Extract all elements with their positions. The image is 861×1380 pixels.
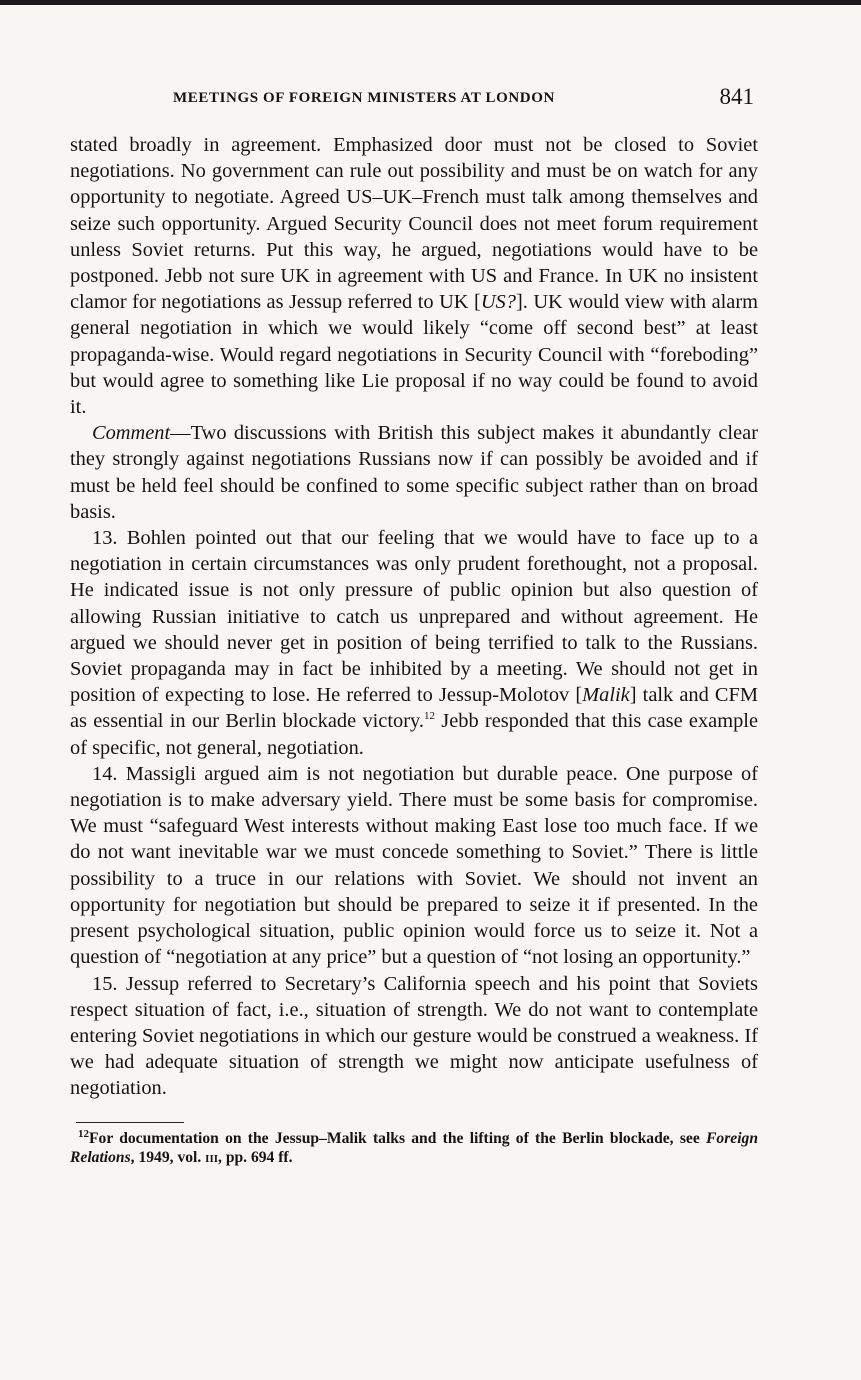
text-run: 13. Bohlen pointed out that our feeling that we would have to face up to a negotiation in certain circumstances was only prudent forethought, not a proposal. He indicated issue is not only pressure of public opinion but also question of allowing Russian initiative to catch us unprepared and without agreement. He argued we should never get in position of being terrified to talk to the Russians. Soviet propaganda may in fact be inhibited by a meeting. We should not get in position of expecting to lose. He referred to Jessup-Molotov [ xyxy=(70,527,758,707)
text-run: , pp. 694 ff. xyxy=(218,1148,293,1166)
text-run: Jebb responded that this case example of specific, not general, negotiation. xyxy=(70,710,758,759)
paragraph xyxy=(70,420,758,525)
text-run: ]. UK would view with alarm general negotiation in which we would likely “come off second best” at least propaganda-wise. Would regard negotiations in Security Council with “foreboding” but would agree to something like Lie proposal if no way could be found to avoid it. xyxy=(70,291,758,419)
document-page xyxy=(70,84,758,1167)
text-run: stated broadly in agreement. Emphasized door must not be closed to Soviet negotiations. No government can rule out possibility and must be on watch for any opportunity to negotiate. Agreed US–UK–French must talk among themselves and seize such opportunity. Argued Security Council does not meet forum requirement unless Soviet returns. Put this way, he argued, negotiations would have to be postponed. Jebb not sure UK in agreement with US and France. In UK no insistent clamor for negotiations as Jessup referred to UK [ xyxy=(70,134,758,314)
paragraph xyxy=(70,525,758,761)
paragraph xyxy=(70,971,758,1102)
footnote-divider xyxy=(76,1122,184,1123)
text-run: iii xyxy=(205,1148,219,1166)
footnote-reference: 12 xyxy=(423,710,435,723)
running-header xyxy=(70,84,758,114)
italic-text: Comment xyxy=(92,422,171,445)
text-run: 15. Jessup referred to Secretary’s California speech and his point that Soviets respect situation of fact, i.e., situation of strength. We do not want to contemplate entering Soviet negotiations in which our gesture would be construed a weakness. If we had adequate situation of strength we might now anticipate usefulness of negotiation. xyxy=(70,972,758,1100)
body-text xyxy=(70,132,758,1102)
text-run: , 1949, vol. xyxy=(130,1148,206,1166)
paragraph xyxy=(70,761,758,971)
text-run: 14. Massigli argued aim is not negotiation but durable peace. One purpose of negotiation is to make adversary yield. There must be some basis for compromise. We must “safeguard West interests without making East lose too much face. If we do not want inevitable war we must concede something to Soviet.” There is little possibility to a truce in our relations with Soviet. We should not invent an opportunity for negotiation but should be prepared to seize it if presented. In the present psychological situation, public opinion would force us to seize it. Not a question of “negotiation at any price” but a question of “not losing an opportunity.” xyxy=(70,762,758,969)
text-run: For documentation on the Jessup–Malik talks and the lifting of the Berlin blockade, see xyxy=(89,1129,706,1147)
footnote-text xyxy=(70,1130,758,1166)
italic-text: US? xyxy=(480,291,516,314)
italic-text: Malik xyxy=(582,684,630,707)
paragraph xyxy=(70,132,758,420)
text-run: ] talk and CFM as essential in our Berlin blockade victory. xyxy=(70,684,759,733)
text-run: —Two discussions with British this subject makes it abundantly clear they strongly against negotiations Russians now if can possibly be avoided and if must be held feel should be confined to some specific subject rather than on broad basis. xyxy=(70,422,758,523)
footnote xyxy=(70,1129,758,1167)
italic-text: Foreign Relations xyxy=(70,1129,758,1166)
scan-top-border xyxy=(0,0,861,5)
footnote-marker: 12 xyxy=(78,1127,89,1140)
page-number: 841 xyxy=(719,84,754,109)
running-title: MEETINGS OF FOREIGN MINISTERS AT LONDON xyxy=(173,90,555,106)
